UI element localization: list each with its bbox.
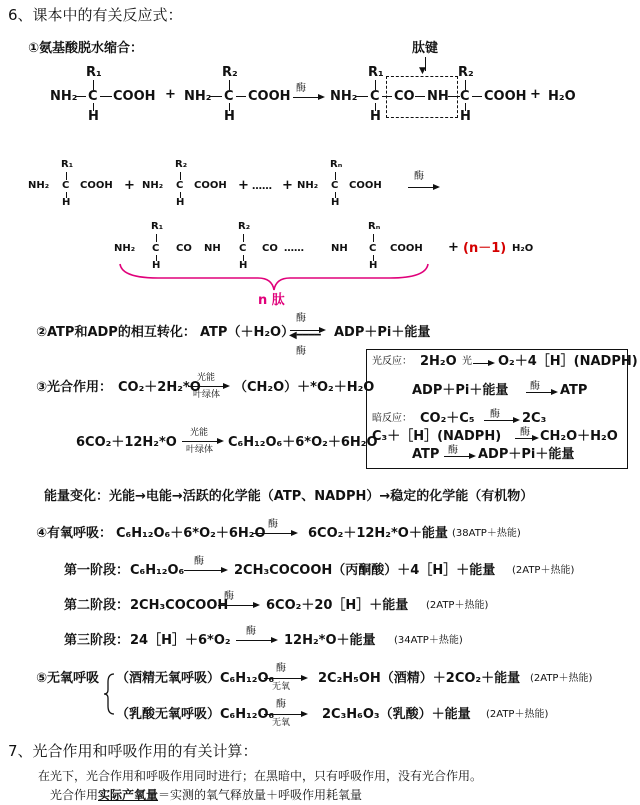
enzyme-label: 酶 bbox=[530, 381, 540, 392]
aerobic-eq-right: 6CO₂＋12H₂*O＋能量 bbox=[308, 526, 448, 541]
line2-part-a: 光合作用 bbox=[50, 788, 99, 802]
c-label: C bbox=[62, 180, 70, 191]
c3-reduction-left: C₃＋［H］(NADPH) bbox=[372, 429, 502, 444]
section-7-line-2 bbox=[50, 789, 362, 801]
enzyme-label: 酶 bbox=[224, 591, 234, 602]
h-label: H bbox=[224, 109, 235, 124]
h-label: H bbox=[88, 109, 99, 124]
line2-part-c: ＝实测的氧气释放量＋呼吸作用耗氧量 bbox=[158, 788, 363, 802]
enzyme-label: 酶 bbox=[414, 171, 424, 182]
cooh-label: COOH bbox=[349, 180, 382, 191]
rn-label: Rₙ bbox=[368, 221, 381, 232]
reaction-arrow bbox=[184, 570, 226, 571]
light-label: 光能 bbox=[190, 428, 209, 438]
alcohol-note: (2ATP＋热能) bbox=[530, 673, 593, 684]
nh2-label: NH₂ bbox=[297, 180, 319, 191]
h-label: H bbox=[62, 197, 71, 208]
nh-label: NH bbox=[427, 89, 449, 104]
section-7-line-1: 在光下，光合作用和呼吸作用同时进行；在黑暗中，只有呼吸作用，没有光合作用。 bbox=[38, 769, 483, 783]
plus-sign: + bbox=[165, 87, 176, 102]
reaction-arrow bbox=[484, 420, 518, 421]
atp-synthesis-left: ADP＋Pi＋能量 bbox=[412, 383, 509, 398]
c-label: C bbox=[370, 89, 380, 104]
stage3-label: 第三阶段： bbox=[64, 633, 130, 648]
enzyme-label: 酶 bbox=[296, 83, 306, 94]
reaction-arrow bbox=[182, 441, 222, 442]
nh2-label: NH₂ bbox=[28, 180, 50, 191]
c3-reduction-right: CH₂O＋H₂O bbox=[540, 429, 618, 444]
reaction-arrow bbox=[444, 456, 474, 457]
chloroplast-label: 叶绿体 bbox=[186, 445, 214, 455]
co-label: CO bbox=[262, 243, 278, 254]
c-label: C bbox=[88, 89, 98, 104]
enzyme-label: 酶 bbox=[246, 626, 256, 637]
light-reaction-right: O₂＋4［H］(NADPH) bbox=[498, 354, 638, 369]
cooh-label: COOH bbox=[194, 180, 227, 191]
h-label: H bbox=[331, 197, 340, 208]
c-label: C bbox=[176, 180, 184, 191]
aa-title: ①氨基酸脱水缩合： bbox=[28, 41, 144, 56]
light-label: 光能 bbox=[197, 373, 216, 383]
dark-reaction-right: 2C₃ bbox=[522, 411, 547, 426]
light-reaction-label: 光反应： bbox=[372, 356, 412, 367]
stage2-left: 2CH₃COCOOH bbox=[130, 598, 229, 613]
enzyme-label: 酶 bbox=[268, 519, 278, 530]
water-label: H₂O bbox=[512, 243, 534, 254]
stage2-right: 6CO₂＋20［H］＋能量 bbox=[266, 598, 409, 613]
peptide-bond-box bbox=[386, 76, 458, 118]
reaction-arrow bbox=[526, 392, 556, 393]
cooh-label: COOH bbox=[390, 243, 423, 254]
reaction-arrow bbox=[218, 605, 258, 606]
nh2-label: NH₂ bbox=[142, 180, 164, 191]
aerobic-title: ④有氧呼吸： bbox=[36, 526, 113, 541]
cooh-label: COOH bbox=[80, 180, 113, 191]
reaction-arrow bbox=[188, 386, 228, 387]
reaction-arrow bbox=[515, 438, 537, 439]
stage2-note: (2ATP＋热能) bbox=[426, 600, 489, 611]
reaction-arrow bbox=[264, 714, 306, 715]
anaerobic-brace bbox=[102, 672, 116, 716]
c-label: C bbox=[152, 243, 160, 254]
h-label: H bbox=[239, 260, 248, 271]
h-label: H bbox=[176, 197, 185, 208]
stage1-note: (2ATP＋热能) bbox=[512, 565, 575, 576]
ellipsis: …… bbox=[284, 243, 304, 254]
enzyme-label: 酶 bbox=[296, 346, 306, 357]
photo-title: ③光合作用： bbox=[36, 380, 113, 395]
stage2-label: 第二阶段： bbox=[64, 598, 130, 613]
stage1-label: 第一阶段： bbox=[64, 563, 130, 578]
plus-sign: + bbox=[124, 178, 135, 193]
enzyme-label: 酶 bbox=[276, 699, 286, 710]
reaction-arrow bbox=[473, 363, 493, 364]
enzyme-label: 酶 bbox=[490, 409, 500, 420]
c-label: C bbox=[224, 89, 234, 104]
energy-change-line: 能量变化：光能→电能→活跃的化学能（ATP、NADPH）→稳定的化学能（有机物） bbox=[44, 489, 534, 504]
n-peptide-label: n 肽 bbox=[258, 293, 285, 308]
alcohol-fermentation-right: 2C₂H₅OH（酒精）＋2CO₂＋能量 bbox=[318, 671, 521, 686]
plus-sign: + bbox=[448, 240, 459, 255]
atp-title: ②ATP和ADP的相互转化： bbox=[36, 325, 196, 340]
r2-label: R₂ bbox=[238, 221, 251, 232]
nh-label: NH bbox=[331, 243, 348, 254]
stage1-right: 2CH₃COCOOH（丙酮酸）＋4［H］＋能量 bbox=[234, 563, 496, 578]
reaction-arrow bbox=[264, 678, 306, 679]
atp-use-right: ADP＋Pi＋能量 bbox=[478, 447, 575, 462]
r2-label: R₂ bbox=[222, 65, 238, 80]
enzyme-label: 酶 bbox=[448, 445, 458, 456]
stage1-left: C₆H₁₂O₆ bbox=[130, 563, 185, 578]
light-reaction-left: 2H₂O bbox=[420, 354, 457, 369]
lactic-fermentation-left: （乳酸无氧呼吸）C₆H₁₂O₆ bbox=[116, 707, 275, 722]
h-label: H bbox=[152, 260, 161, 271]
stage3-left: 24［H］＋6*O₂ bbox=[130, 633, 231, 648]
h-label: H bbox=[370, 109, 381, 124]
aerobic-eq-note: (38ATP＋热能) bbox=[452, 528, 521, 539]
nh2-label: NH₂ bbox=[114, 243, 136, 254]
c-label: C bbox=[460, 89, 470, 104]
cooh-label: COOH bbox=[248, 89, 291, 104]
plus-sign: + bbox=[530, 87, 541, 102]
nh-label: NH bbox=[204, 243, 221, 254]
polypeptide-brace bbox=[118, 262, 430, 292]
reaction-arrow bbox=[408, 187, 438, 188]
c-label: C bbox=[239, 243, 247, 254]
photo-eq2-left: 6CO₂＋12H₂*O bbox=[76, 435, 177, 450]
section-6-title: 6、课本中的有关反应式： bbox=[8, 6, 183, 24]
enzyme-label: 酶 bbox=[296, 313, 306, 324]
stage3-right: 12H₂*O＋能量 bbox=[284, 633, 376, 648]
atp-use-left: ATP bbox=[412, 447, 440, 462]
anaerobic-condition: 无氧 bbox=[272, 682, 291, 692]
photo-eq2-right: C₆H₁₂O₆＋6*O₂＋6H₂O bbox=[228, 435, 378, 450]
anaerobic-condition: 无氧 bbox=[272, 718, 291, 728]
anaerobic-title: ⑤无氧呼吸 bbox=[36, 671, 100, 686]
rn-label: Rₙ bbox=[330, 159, 343, 170]
atp-right: ADP＋Pi＋能量 bbox=[334, 325, 431, 340]
section-7-title: 7、光合作用和呼吸作用的有关计算： bbox=[8, 742, 258, 760]
reaction-arrow bbox=[236, 640, 276, 641]
n-minus-1-label: (n－1) bbox=[463, 241, 507, 256]
chloroplast-label: 叶绿体 bbox=[193, 390, 221, 400]
h-label: H bbox=[369, 260, 378, 271]
ellipsis: …… bbox=[252, 181, 272, 192]
plus-sign: + bbox=[238, 178, 249, 193]
aerobic-eq-left: C₆H₁₂O₆＋6*O₂＋6H₂O bbox=[116, 526, 266, 541]
atp-left: ATP（＋H₂O） bbox=[200, 325, 295, 340]
light-condition: 光 bbox=[462, 356, 472, 367]
reaction-arrow bbox=[252, 533, 296, 534]
r1-label: R₁ bbox=[368, 65, 384, 80]
co-label: CO bbox=[394, 89, 415, 104]
nh2-label: NH₂ bbox=[330, 89, 358, 104]
actual-oxygen-term: 实际产氧量 bbox=[98, 788, 159, 802]
stage3-note: (34ATP＋热能) bbox=[394, 635, 463, 646]
water-label: H₂O bbox=[548, 89, 576, 104]
h-label: H bbox=[460, 109, 471, 124]
dark-reaction-label: 暗反应： bbox=[372, 413, 412, 424]
r1-label: R₁ bbox=[61, 159, 74, 170]
r1-label: R₁ bbox=[151, 221, 164, 232]
photo-eq1-left: CO₂＋2H₂*O bbox=[118, 380, 201, 395]
cooh-label: COOH bbox=[484, 89, 527, 104]
c-label: C bbox=[369, 243, 377, 254]
lactic-note: (2ATP＋热能) bbox=[486, 709, 549, 720]
reaction-arrow bbox=[293, 97, 323, 98]
enzyme-label: 酶 bbox=[520, 427, 530, 438]
r2-label: R₂ bbox=[175, 159, 188, 170]
co-label: CO bbox=[176, 243, 192, 254]
peptide-bond-label: 肽键 bbox=[412, 41, 439, 56]
r2-label: R₂ bbox=[458, 65, 474, 80]
nh2-label: NH₂ bbox=[50, 89, 78, 104]
atp-synthesis-right: ATP bbox=[560, 383, 588, 398]
photo-eq1-right: （CH₂O）＋*O₂＋H₂O bbox=[234, 380, 375, 395]
enzyme-label: 酶 bbox=[276, 663, 286, 674]
lactic-fermentation-right: 2C₃H₆O₃（乳酸）＋能量 bbox=[322, 707, 471, 722]
nh2-label: NH₂ bbox=[184, 89, 212, 104]
cooh-label: COOH bbox=[113, 89, 156, 104]
plus-sign: + bbox=[282, 178, 293, 193]
c-label: C bbox=[331, 180, 339, 191]
reverse-arrow: ◀━━━━ bbox=[289, 330, 321, 341]
enzyme-label: 酶 bbox=[194, 556, 204, 567]
r1-label: R₁ bbox=[86, 65, 102, 80]
alcohol-fermentation-left: （酒精无氧呼吸）C₆H₁₂O₆ bbox=[116, 671, 275, 686]
dark-reaction-left: CO₂＋C₅ bbox=[420, 411, 475, 426]
